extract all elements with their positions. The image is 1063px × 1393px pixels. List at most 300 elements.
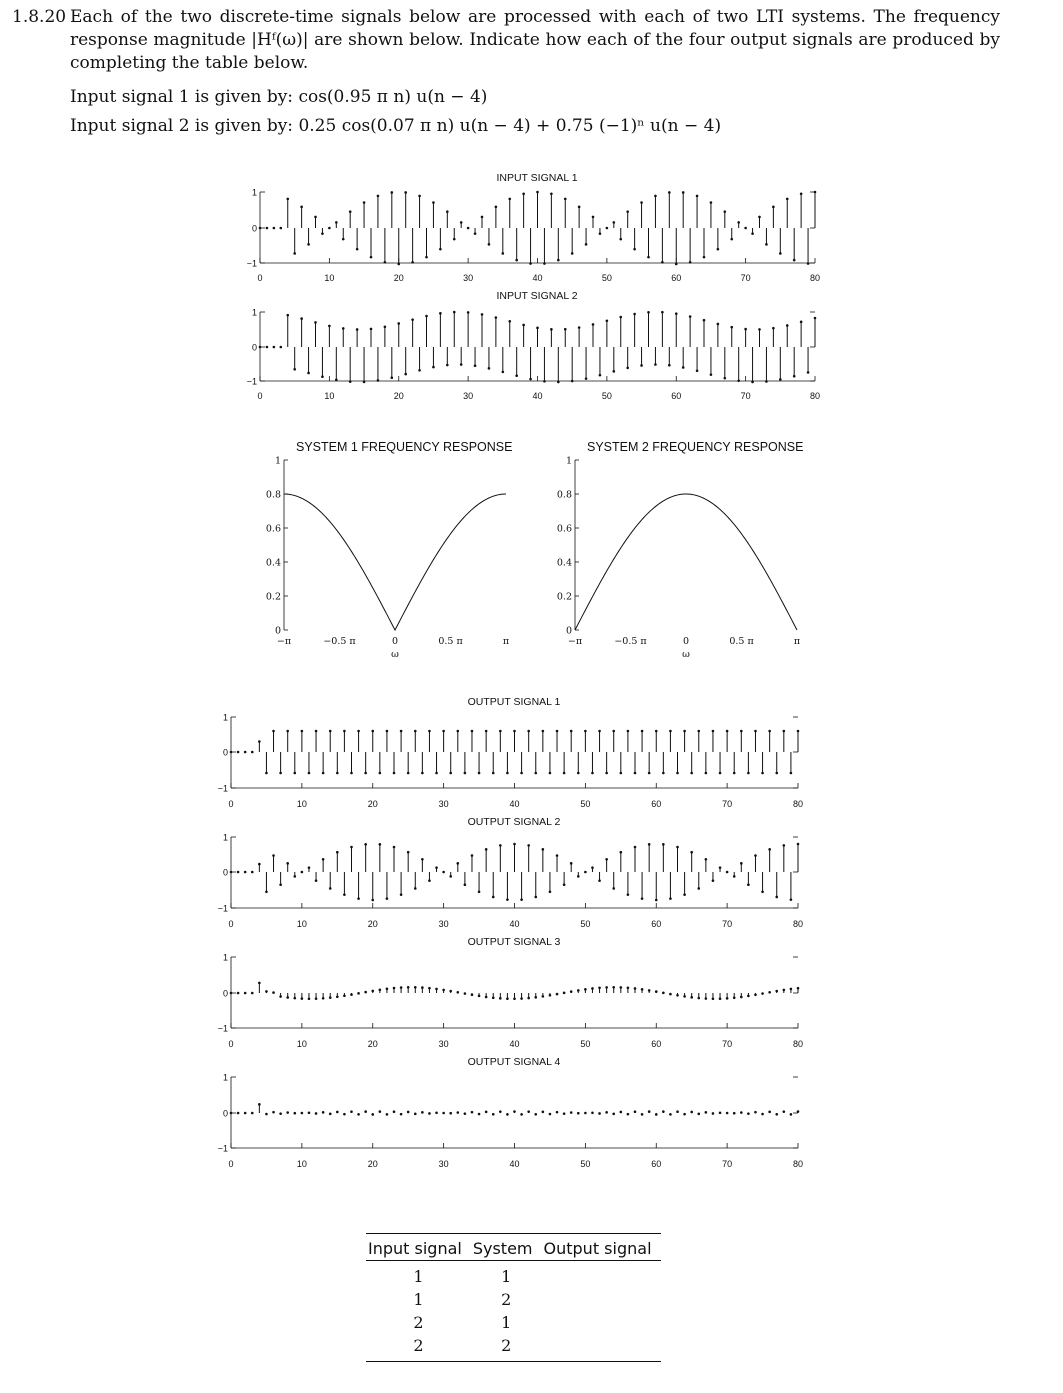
x-tick-label: 50 [580,1159,591,1169]
stem-marker [397,263,400,266]
stem-marker [259,227,262,230]
stem-marker [336,996,339,999]
stem-marker [464,772,467,775]
stem-marker [453,238,456,241]
cell-output[interactable] [542,1311,661,1334]
stem-marker [237,751,240,754]
stem-marker [534,1113,537,1116]
stem-marker [797,843,800,846]
stem-marker [522,192,525,195]
stem-marker [293,772,296,775]
cell-system: 1 [501,1313,512,1332]
plot-title-output-2: OUTPUT SIGNAL 2 [467,816,561,828]
stem-marker [768,848,771,851]
stem-marker [724,210,727,213]
stem-marker [315,730,318,733]
stem-marker [668,191,671,194]
stem-marker [336,1111,339,1114]
stem-marker [400,730,403,733]
stem-marker [527,997,530,1000]
stem-marker [258,1103,261,1106]
stem-marker [384,261,387,264]
stem-marker [758,216,761,219]
stem-marker [556,730,559,733]
x-tick-label: 80 [792,1039,804,1049]
y-tick-label: 1 [222,1072,228,1083]
stem-marker [563,1112,566,1115]
stem-marker [612,887,615,890]
x-tick-label: 70 [740,273,751,283]
stem-marker [542,848,545,851]
stem-marker [712,997,715,1000]
stem-marker [460,363,463,366]
stem-marker [400,986,403,989]
stem-marker [683,730,686,733]
stem-marker [329,887,332,890]
x-tick-label: 70 [722,919,733,929]
stem-marker [592,216,595,219]
stem-marker [689,261,692,264]
table-row [366,1261,661,1289]
stem-marker [790,988,793,991]
stem-marker [485,1111,488,1114]
stem-marker [675,263,678,266]
cell-output[interactable] [542,1261,661,1289]
stem-marker [786,324,789,327]
stem-marker [527,730,530,733]
stem-marker [599,232,602,235]
stem-marker [485,996,488,999]
stem-marker [591,987,594,990]
stem-marker [251,751,254,754]
stem-marker [414,887,417,890]
x-tick-label: 10 [296,799,307,809]
stem-marker [272,1111,275,1114]
stem-marker [793,375,796,378]
stem-marker [315,879,318,882]
stem-marker [620,1111,623,1114]
x-tick-label: 0 [682,636,690,647]
stem-marker [783,989,786,992]
stem-marker [800,192,803,195]
stem-marker [705,772,708,775]
stem-marker [513,730,516,733]
y-tick-label: 0.2 [265,591,281,603]
y-tick-label: 1 [222,832,228,843]
y-tick-label: 0 [251,342,257,353]
stem-marker [280,346,283,349]
stem-marker [328,227,331,230]
stem-marker [783,1110,786,1113]
x-tick-label: 40 [509,799,520,809]
stem-marker [414,986,417,989]
stem-marker [439,248,442,251]
stem-marker [690,996,693,999]
x-tick-label: 0 [257,273,263,283]
x-tick-label: −0.5 π [614,636,647,647]
stem-marker [446,210,449,213]
stem-marker [662,772,665,775]
plot-title-input-1: INPUT SIGNAL 1 [496,172,578,184]
stem-marker [488,243,491,246]
stem-marker [397,322,400,325]
stem-marker [343,730,346,733]
stem-marker [471,730,474,733]
stem-marker [272,991,275,994]
stem-marker [710,373,713,376]
y-tick-label: 0.8 [556,489,572,501]
x-tick-label: 80 [809,391,821,401]
stem-marker [421,858,424,861]
input-signal-1-definition: Input signal 1 is given by: cos(0.95 π n) u(n − 4) [70,87,488,107]
stem-marker [449,990,452,993]
stem-marker [710,201,713,204]
stem-marker [421,986,424,989]
stem-marker [761,772,764,775]
stem-marker [364,1110,367,1113]
stem-marker [768,730,771,733]
stem-marker [529,262,532,265]
table-row [366,1334,661,1362]
stem-marker [641,988,644,991]
stem-marker [356,328,359,331]
stem-marker [414,730,417,733]
stem-marker [683,1113,686,1116]
stem-marker [669,1113,672,1116]
stem-marker [542,1111,545,1114]
stem-marker [442,730,445,733]
y-tick-label: 0.4 [556,557,572,569]
stem-marker [627,986,630,989]
stem-marker [322,772,325,775]
stem-marker [259,346,262,349]
stem-marker [280,227,283,230]
stem-plot-3 [218,713,803,810]
x-tick-label: 40 [532,391,543,401]
stem-marker [349,210,352,213]
stem-marker [578,206,581,209]
stem-marker [627,730,630,733]
stem-marker [675,312,678,315]
stem-marker [719,997,722,1000]
stem-marker [786,198,789,201]
cell-output[interactable] [542,1334,661,1362]
stem-marker [279,995,282,998]
x-tick-label: 20 [393,273,404,283]
stem-marker [474,364,477,367]
x-tick-label: 10 [296,1039,307,1049]
stem-marker [534,996,537,999]
stem-marker [492,896,495,899]
stem-marker [499,1110,502,1113]
stem-marker [775,772,778,775]
stem-marker [499,997,502,1000]
stem-marker [697,887,700,890]
stem-marker [371,730,374,733]
stem-marker [534,772,537,775]
stem-marker [453,311,456,314]
stem-marker [758,328,761,331]
stem-marker [797,987,800,990]
x-tick-label: 10 [296,919,307,929]
stem-marker [676,846,679,849]
x-tick-label: 50 [601,391,612,401]
stem-marker [421,772,424,775]
stem-marker [676,1110,679,1113]
stem-marker [460,221,463,224]
x-tick-label: 30 [438,1159,449,1169]
stem-marker [790,1113,793,1116]
stem-marker [761,992,764,995]
stem-marker [612,730,615,733]
stem-marker [329,730,332,733]
y-tick-label: 0 [251,223,257,234]
y-tick-label: 1 [565,455,572,467]
y-tick-label: 1 [251,187,257,198]
stem-marker [279,772,282,775]
x-tick-label: 60 [651,799,662,809]
stem-marker [747,883,750,886]
stem-marker [321,232,324,235]
stem-marker [244,1112,247,1115]
stem-marker [733,996,736,999]
stem-marker [640,364,643,367]
stem-marker [775,990,778,993]
stem-marker [411,318,414,321]
stem-marker [772,327,775,330]
stem-plot-6 [218,1073,803,1170]
stem-marker [619,238,622,241]
stem-marker [379,772,382,775]
stem-marker [726,1112,729,1115]
stem-marker [251,992,254,995]
stem-marker [557,259,560,262]
stem-marker [570,862,573,865]
stem-marker [393,987,396,990]
stem-marker [265,1113,268,1116]
stem-marker [570,730,573,733]
stem-marker [467,227,470,230]
stem-marker [481,216,484,219]
stem-marker [244,992,247,995]
stem-marker [474,232,477,235]
stem-marker [414,1113,417,1116]
x-tick-label: 30 [438,1039,449,1049]
stem-marker [506,898,509,901]
stem-marker [730,238,733,241]
table-header-output: Output signal [542,1234,661,1261]
stem-marker [696,370,699,373]
stem-marker [527,844,530,847]
stem-marker [364,843,367,846]
stem-plot-1 [247,188,820,284]
stem-marker [449,772,452,775]
stem-marker [251,871,254,874]
stem-marker [286,862,289,865]
stem-marker [793,259,796,262]
problem-number: 1.8.20 [12,7,67,27]
stem-marker [661,261,664,264]
freq-response-plot-2 [557,456,800,661]
x-tick-label: 10 [296,1159,307,1169]
stem-marker [520,898,523,901]
stem-marker [577,989,580,992]
stem-marker [655,730,658,733]
stem-marker [364,991,367,994]
stem-marker [379,843,382,846]
stem-marker [471,854,474,857]
x-tick-label: 0 [228,1039,234,1049]
stem-marker [425,315,428,318]
stem-marker [584,871,587,874]
y-tick-label: −1 [217,903,228,914]
stem-marker [314,321,317,324]
stem-marker [527,1110,530,1113]
stem-marker [251,1112,254,1115]
stem-marker [407,851,410,854]
stem-marker [689,315,692,318]
stem-marker [668,364,671,367]
x-tick-label: 10 [324,273,335,283]
stem-marker [350,846,353,849]
x-axis-label: ω [682,649,690,660]
stem-marker [620,772,623,775]
x-tick-label: π [793,636,801,647]
stem-marker [377,379,380,382]
stem-marker [761,890,764,893]
stem-marker [244,751,247,754]
plot-title-output-4: OUTPUT SIGNAL 4 [467,1056,561,1068]
stem-marker [495,206,498,209]
stem-marker [432,366,435,369]
stem-marker [293,1112,296,1115]
stem-marker [467,311,470,314]
stem-marker [522,324,525,327]
stem-marker [536,327,539,330]
x-tick-label: 30 [438,919,449,929]
stem-marker [343,994,346,997]
stem-marker [591,1111,594,1114]
cell-output[interactable] [542,1288,661,1311]
x-tick-label: 20 [367,1039,378,1049]
x-tick-label: 70 [722,1039,733,1049]
stem-marker [407,1111,410,1114]
stem-marker [754,730,757,733]
stem-marker [315,997,318,1000]
stem-marker [418,369,421,372]
stem-marker [740,1111,743,1114]
stem-marker [335,221,338,224]
x-axis-label: ω [391,649,399,660]
stem-marker [371,990,374,993]
stem-marker [363,201,366,204]
stem-marker [591,772,594,775]
stem-marker [557,381,560,384]
x-tick-label: 30 [463,273,474,283]
stem-marker [690,772,693,775]
stem-marker [633,313,636,316]
stem-marker [350,993,353,996]
stem-marker [457,991,460,994]
stem-marker [712,879,715,882]
x-tick-label: 80 [809,273,821,283]
stem-marker [683,995,686,998]
stem-marker [542,730,545,733]
x-tick-label: 0 [391,636,399,647]
stem-marker [356,248,359,251]
y-tick-label: 0 [222,867,228,878]
y-tick-label: 0.6 [556,523,572,535]
cell-system: 2 [471,1334,542,1362]
stem-marker [712,730,715,733]
x-tick-label: 60 [651,1159,662,1169]
stem-marker [783,730,786,733]
stem-marker [272,854,275,857]
x-tick-label: 0 [228,799,234,809]
stem-marker [407,986,410,989]
stem-marker [647,256,650,259]
stem-marker [230,871,233,874]
stem-marker [471,1111,474,1114]
stem-marker [620,851,623,854]
stem-marker [428,1112,431,1115]
stem-plot-2 [247,308,820,402]
stem-marker [230,751,233,754]
stem-marker [371,899,374,902]
stem-marker [571,252,574,255]
stem-marker [435,988,438,991]
stem-marker [329,1113,332,1116]
stem-marker [432,201,435,204]
stem-marker [301,730,304,733]
stem-marker [506,772,509,775]
x-tick-label: 80 [792,919,804,929]
stem-marker [520,997,523,1000]
stem-marker [478,995,481,998]
stem-marker [612,986,615,989]
stem-marker [717,248,720,251]
x-tick-label: 60 [671,273,682,283]
stem-marker [779,378,782,381]
stem-marker [740,730,743,733]
y-tick-label: 1 [222,712,228,723]
y-tick-label: 0.4 [265,557,281,569]
stem-marker [336,851,339,854]
stem-marker [605,858,608,861]
x-tick-label: 60 [651,1039,662,1049]
stem-marker [393,846,396,849]
y-tick-label: 1 [251,307,257,318]
plot-title-output-3: OUTPUT SIGNAL 3 [467,936,561,948]
stem-marker [435,866,438,869]
stem-marker [647,311,650,314]
problem-statement: Each of the two discrete-time signals below are processed with each of two LTI systems. The frequency response magnitude |Hᶠ(ω)| are shown below. Indicate how each of the four output signals are produced by completing the table below. [70,7,1000,73]
x-tick-label: 50 [601,273,612,283]
stem-marker [495,316,498,319]
stem-marker [502,371,505,374]
stem-marker [570,990,573,993]
stem-marker [549,994,552,997]
stem-marker [733,875,736,878]
x-tick-label: 20 [367,799,378,809]
stem-marker [613,370,616,373]
stem-marker [570,1111,573,1114]
stem-marker [418,195,421,198]
stem-marker [293,997,296,1000]
stem-marker [578,326,581,329]
x-tick-label: 40 [509,1159,520,1169]
stem-marker [265,890,268,893]
